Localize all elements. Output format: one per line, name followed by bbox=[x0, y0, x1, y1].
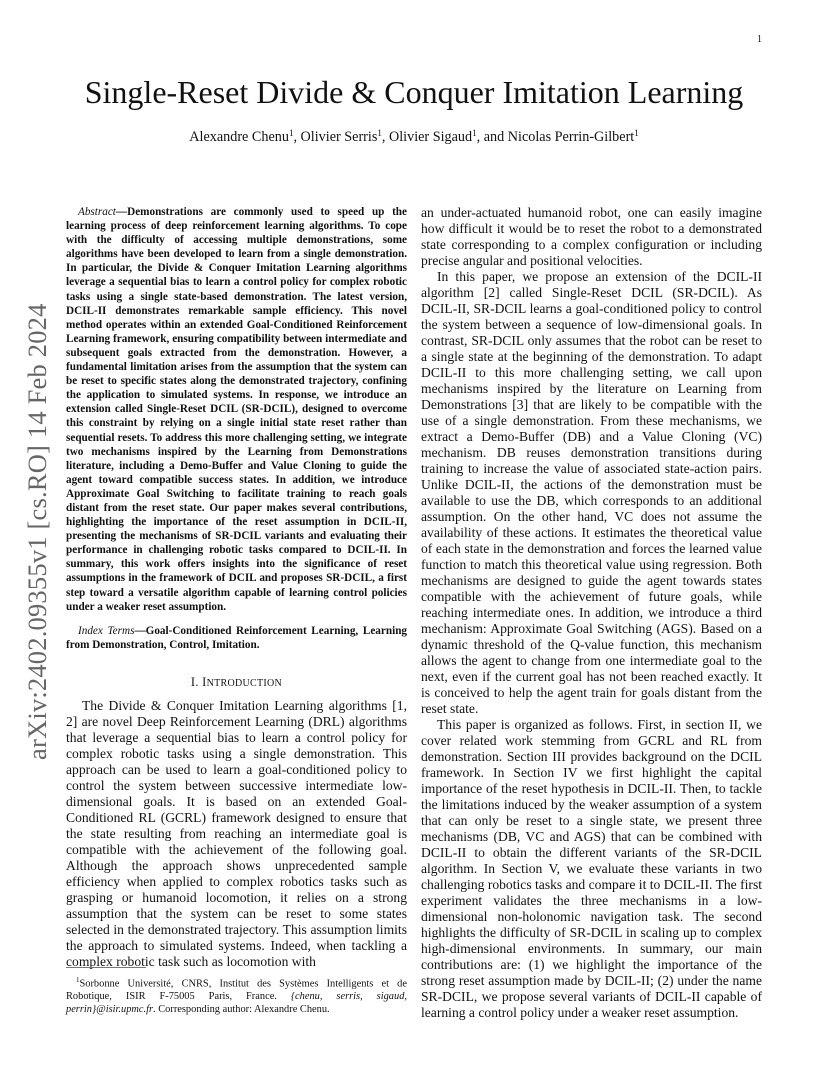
right-column bbox=[421, 205, 762, 1021]
page-number: 1 bbox=[757, 34, 762, 45]
index-terms-text: —Goal-Conditioned Reinforcement Learning, Learning from Demonstration, Control, Imitation. bbox=[66, 624, 408, 651]
affiliation-mark: 1 bbox=[377, 128, 382, 138]
footnote bbox=[66, 974, 407, 1016]
affiliation-mark: 1 bbox=[288, 128, 294, 138]
footnote-affiliation: Sorbonne Université, CNRS, Institut des Systèmes Intelligents et de Robotique, ISIR F-75005 Paris, France. bbox=[66, 978, 407, 1003]
author-name: Olivier Sigaud bbox=[388, 129, 473, 145]
section-heading-introduction bbox=[66, 674, 407, 692]
arxiv-identifier: arXiv:2402.09355v1 [cs.RO] 14 Feb 2024 bbox=[22, 303, 52, 760]
index-terms bbox=[66, 624, 407, 652]
author-name: Nicolas Perrin-Gilbert bbox=[507, 129, 635, 145]
author-separator: , bbox=[381, 129, 389, 145]
index-terms-label: Index Terms bbox=[78, 624, 135, 637]
abstract-label: Abstract bbox=[78, 206, 116, 218]
affiliation-mark: 1 bbox=[634, 128, 639, 138]
footnote-mark: 1 bbox=[76, 976, 80, 984]
footnote-rule bbox=[66, 967, 146, 968]
left-column bbox=[66, 205, 407, 970]
intro-paragraph: The Divide & Conquer Imitation Learning algorithms [1, 2] are novel Deep Reinforcement Learning (DRL) algorithms that leverage a sequential bias to learn a control policy for complex robotic tasks using a single demonstration. This approach can be used to learn a goal-conditioned policy to control the system between successive intermediate low-dimensional goals. It is based on an extended Goal-Conditioned RL (GCRL) framework designed to ensure that the state resulting from reaching an intermediate goal is compatible with the achievement of the following goal. Although the approach shows unprecedented sample efficiency when applied to complex robotics tasks such as grasping or humanoid locomotion, it relies on a strong assumption that the system can be reset to some states selected in the demonstrated trajectory. This assumption limits the approach to simulated systems. Indeed, when tackling a complex robotic task such as locomotion with bbox=[66, 697, 407, 969]
footnote-contact: . Corresponding author: Alexandre Chenu. bbox=[153, 1004, 330, 1016]
affiliation-mark: 1 bbox=[472, 128, 477, 138]
abstract-text: —Demonstrations are commonly used to speed up the learning process of deep reinforcement learning algorithms. To cope with the difficulty of accessing multiple demonstrations, some algorithms have been developed to learn from a single demonstration. In particular, the Divide & Conquer Imitation Learning algorithms leverage a sequential bias to learn a control policy for complex robotic tasks using a single state-based demonstration. The latest version, DCIL-II demonstrates remarkable sample efficiency. This novel method operates within an extended Goal-Conditioned Reinforcement Learning framework, ensuring compatibility between intermediate and subsequent goals extracted from the demonstration. However, a fundamental limitation arises from the assumption that the system can be reset to specific states along the demonstrated trajectory, confining the application to simulated systems. In response, we introduce an extension called Single-Reset DCIL (SR-DCIL), designed to overcome this constraint by relying on a single initial state reset rather than sequential resets. To address this more challenging setting, we integrate two mechanisms inspired by the Learning from Demonstrations literature, including a Demo-Buffer and Value Cloning to guide the agent toward compatible success states. In addition, we introduce Approximate Goal Switching to facilitate training to reach goals distant from the reset state. Our paper makes several contributions, highlighting the importance of the reset assumption in DCIL-II, presenting the mechanisms of SR-DCIL variants and evaluating their performance in challenging robotic tasks compared to DCIL-II. In summary, this work offers insights into the significance of reset assumptions in the framework of DCIL and proposes SR-DCIL, a first step toward a versatile algorithm capable of learning control policies under a weaker reset assumption. bbox=[66, 206, 407, 613]
author-separator: , and bbox=[476, 129, 508, 145]
paragraph-continuation: an under-actuated humanoid robot, one can easily imagine how difficult it would be to reset the robot to a demonstrated state corresponding to a complex configuration or including precise angular and positional velocities. bbox=[421, 205, 762, 268]
paragraph-organization: This paper is organized as follows. First, in section II, we cover related work stemming from GCRL and RL from demonstration. Section III provides background on the DCIL framework. In Section IV we first highlight the capital importance of the reset hypothesis in DCIL-II. Then, to tackle the limitations induced by the weaker assumption of a system that can only be reset to a single state, we present three mechanisms (DB, VC and AGS) that can be combined with DCIL-II to obtain the different variants of the SR-DCIL algorithm. In Section V, we evaluate these variants in two challenging robotics tasks and compare it to DCIL-II. The first experiment validates the three mechanisms in a low-dimensional non-holonomic navigation task. The second highlights the difficulty of SR-DCIL in scaling up to complex high-dimensional environments. In summary, our main contributions are: (1) we highlight the importance of the strong reset assumption made by DCIL-II; (2) under the name SR-DCIL, we propose several variants of DCIL-II capable of learning a control policy under a weaker reset assumption. bbox=[421, 717, 763, 1020]
author-name: Alexandre Chenu bbox=[189, 129, 289, 145]
section-initial: I bbox=[202, 674, 207, 689]
author-separator: , bbox=[293, 129, 301, 145]
section-title-rest: NTRODUCTION bbox=[206, 677, 283, 689]
footnote-emails: {chenu, serris, sigaud, perrin}@isir.upmc.fr bbox=[66, 991, 407, 1016]
abstract bbox=[66, 205, 407, 614]
author-name: Olivier Serris bbox=[300, 129, 378, 145]
section-numeral: I. bbox=[190, 674, 203, 689]
author-list bbox=[100, 128, 728, 146]
paper-title: Single-Reset Divide & Conquer Imitation Learning bbox=[84, 74, 744, 110]
paragraph-contribution: In this paper, we propose an extension of the DCIL-II algorithm [2] called Single-Reset DCIL (SR-DCIL). As DCIL-II, SR-DCIL learns a goal-conditioned policy to control the system between a sequence of low-dimensional goals. In contrast, SR-DCIL only assumes that the robot can be reset to a single state at the beginning of the demonstration. To adapt DCIL-II to this more challenging setting, we call upon mechanisms inspired by the literature on Learning from Demonstrations [3] that are likely to be compatible with the use of a single demonstration. From these mechanisms, we extract a Demo-Buffer (DB) and a Value Cloning (VC) mechanism. DB reuses demonstration transitions during training to increase the value of associated state-action pairs. Unlike DCIL-II, the actions of the demonstration must be available to use the DB, which corresponds to an additional assumption. On the other hand, VC does not assume the availability of these actions. It estimates the theoretical value of each state in the demonstration and forces the learned value function to match this theoretical value using regression. Both mechanisms are designed to guide the agent towards states compatible with the achievement of future goals, while reaching intermediate ones. In addition, we introduce a third mechanism: Approximate Goal Switching (AGS). Based on a dynamic threshold of the Q-value function, this mechanism allows the agent to change from one intermediate goal to the next, even if the current goal has not been reached exactly. It is conceived to help the agent train for goals distant from the reset state. bbox=[421, 269, 762, 716]
